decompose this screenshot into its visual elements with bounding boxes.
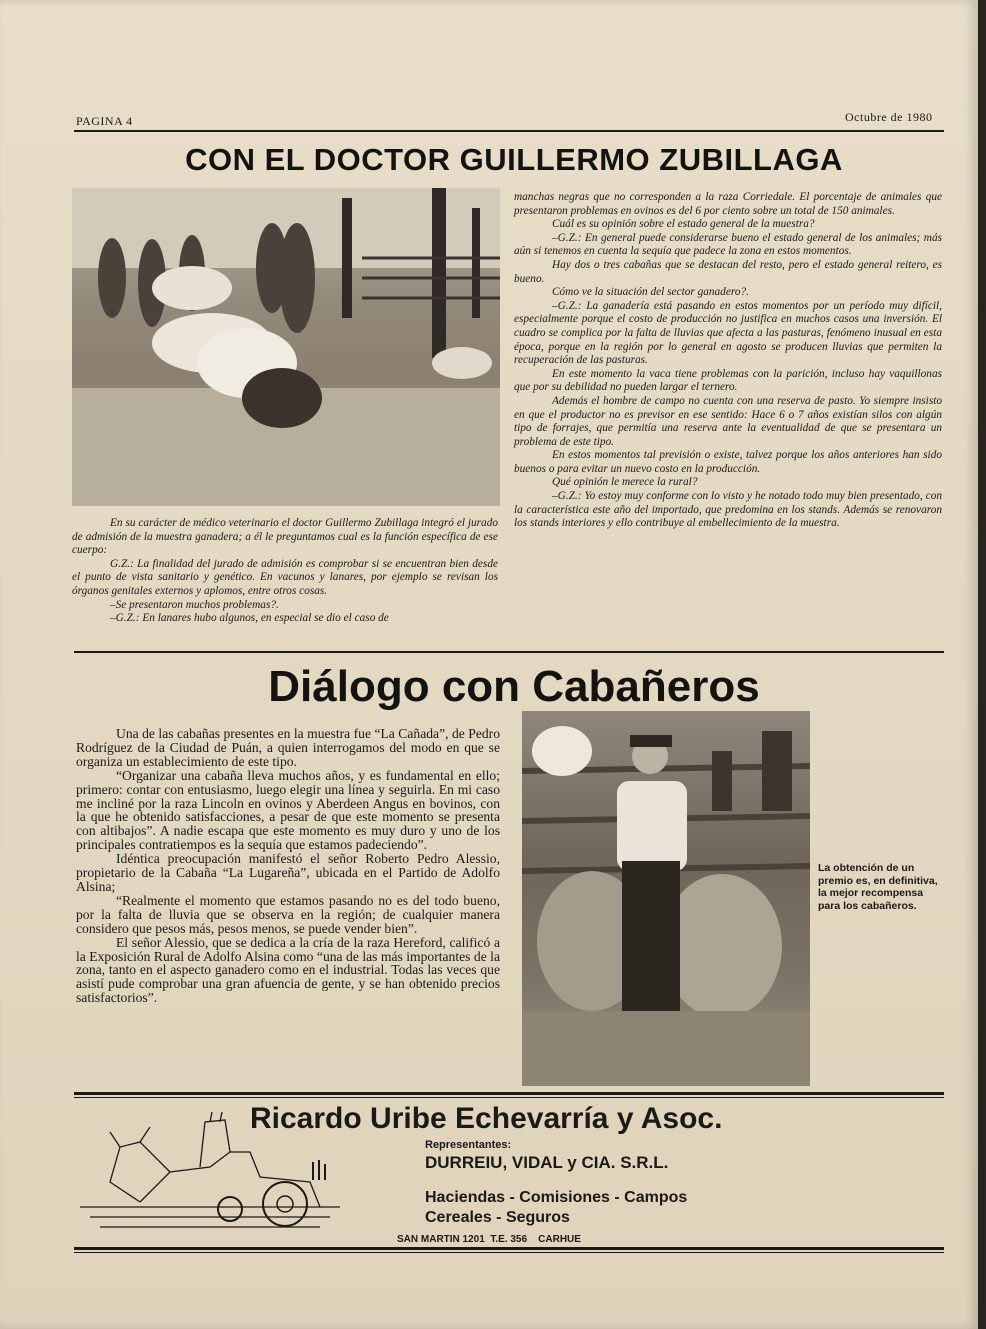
- article1-right-p7: En este momento la vaca tiene problemas con la parición, incluso hay vaquillonas que por su debilidad no pueden largar el ternero.: [514, 367, 942, 394]
- article2-p5: El señor Alessio, que se dedica a la cría de la raza Hereford, calificó a la Exposición Rural de Adolfo Alsina como “una de las más importantes de la zona, tanto en el aspecto ganadero como en el industrial. Todas las veces que asistí pude comprobar una gran afuencia de gente, y se han obtenido precios satisfactorios”.: [76, 934, 500, 1006]
- article2-title: Diálogo con Cabañeros: [268, 662, 760, 711]
- article1-left-p3: –Se presentaron muchos problemas?.: [110, 598, 279, 611]
- ad-company: DURREIU, VIDAL y CIA. S.R.L.: [425, 1153, 669, 1172]
- article1-right-p1: manchas negras que no corresponden a la raza Corriedale. El porcentaje de animales que presentaron problemas en ovinos es del 6 por ciento sobre un total de 150 animales.: [514, 191, 942, 217]
- page-label: PAGINA 4: [76, 114, 133, 128]
- article1-right-column: [514, 191, 942, 531]
- article1-right-p10: Qué opinión le merece la rural?: [552, 476, 698, 489]
- photo2-caption: La obtención de un premio es, en definitiva, la mejor recompensa para los cabañeros.: [818, 862, 938, 912]
- article1-left-p4: –G.Z.: En lanares hubo algunos, en especial se dio el caso de: [110, 612, 389, 625]
- ad-top-rule: [74, 1092, 944, 1095]
- veterinarian-sheep-photo: [72, 188, 500, 506]
- article1-left-p1: En su carácter de médico veterinario el doctor Guillermo Zubillaga integró el jurado de admisión de la muestra ganadera; a él le preguntamos cual es la función específica de ese cuerpo:: [72, 517, 498, 557]
- article1-right-p4: Hay dos o tres cabañas que se destacan del resto, pero el estado general reitero, es bueno.: [514, 258, 942, 285]
- header-rule: [74, 130, 944, 132]
- ad-top-rule-thin: [74, 1097, 944, 1098]
- ad-title: Ricardo Uribe Echevarría y Asoc.: [250, 1102, 723, 1135]
- article1-right-p9: En estos momentos tal previsión o existe, talvez porque los años anteriores han sido buenos o para evitar un nuevo costo en la producción.: [514, 449, 942, 475]
- article2-p2: “Organizar una cabaña lleva muchos años, y es fundamental en ello; primero: contar con entusiasmo, luego elegir una línea y seguirla. En mi caso me incliné por la raza Lincoln en ovinos y Aberdeen Angus en bovinos, con la que he obtenido satisfacciones, a pesar de que este momento se presenta con altibajos”. A nadie escapa que este momento es muy duro y uno de los principales contratiempos es la sequía que estamos padeciendo”.: [76, 767, 500, 853]
- ad-bottom-rule-thin: [74, 1252, 944, 1253]
- article1-right-p5: Cómo ve la situación del sector ganadero?.: [552, 286, 749, 299]
- photo2-illustration: [522, 711, 810, 1086]
- article2-p4: “Realmente el momento que estamos pasando no es del todo bueno, por la falta de lluvia que se observa en la región; de cualquier manera considero que pesos más, pesos menos, se puede vender bien”.: [76, 892, 500, 936]
- article2-p3: Idéntica preocupación manifestó el señor Roberto Pedro Alessio, propietario de la Cabaña “La Lugareña”, ubicada en el Partido de Adolfo Alsina;: [76, 851, 500, 894]
- article2-body: [76, 727, 500, 1005]
- article1-left-p2: G.Z.: La finalidad del jurado de admisión es comprobar si se encuentran bien desde el punto de vista sanitario y genético. En vacunos y lanares, por ejemplo se revisan los órganos genitales externos y aplomos, entre otros cosas.: [72, 557, 498, 597]
- breeder-with-sheep-photo: [522, 711, 810, 1086]
- ad-line2: Cereales - Seguros: [425, 1209, 570, 1226]
- article1-right-p3: –G.Z.: En general puede considerarse bueno el estado general de los animales; más aún si tenemos en cuenta la sequía que padece la zona en estos momentos.: [514, 231, 942, 258]
- article1-right-p2: Cuál es su opinión sobre el estado general de la muestra?: [552, 218, 815, 231]
- ad-bottom-rule: [74, 1247, 944, 1250]
- article1-title: CON EL DOCTOR GUILLERMO ZUBILLAGA: [185, 142, 843, 177]
- article1-right-p6: –G.Z.: La ganadería está pasando en estos momentos por un período muy difícil, especialmente porque el costo de producción no justifica en muchos casos una inversión. El cuadro se complica por la falta de lluvias que afecta a las pasturas, fenómeno inusual en esta época, porque en la región por lo general en agosto se producen lluvias que permiten la recuperación de las pasturas.: [514, 299, 942, 367]
- article1-right-p8: Además el hombre de campo no cuenta con una reserva de pasto. Yo siempre insisto en que el productor no es previsor en ese sentido: Hace 6 o 7 años existían silos con algún tipo de forrajes, que permitía una reserva ante la eventualidad de que se presentara un problema de este tipo.: [514, 394, 942, 448]
- ad-subtitle: Representantes:: [425, 1139, 512, 1151]
- article1-left-column: [72, 517, 498, 626]
- article2-p1: Una de las cabañas presentes en la muestra fue “La Cañada”, de Pedro Rodríguez de la Ciudad de Puán, a quien interrogamos del modo en que se organiza un establecimiento de este tipo.: [76, 726, 500, 769]
- photo1-illustration: [72, 188, 500, 506]
- page-date: Octubre de 1980: [845, 110, 933, 124]
- section-rule: [74, 651, 944, 653]
- ad-line1: Haciendas - Comisiones - Campos: [425, 1189, 688, 1206]
- ad-address: SAN MARTIN 1201 T.E. 356 CARHUE: [397, 1234, 581, 1245]
- article1-right-p11: –G.Z.: Yo estoy muy conforme con lo visto y he notado todo muy bien presentado, con la característica este año del importado, que predomina en los stands. Además se renovaron los stands interiores y ello contribuye al embellecimiento de la muestra.: [514, 490, 942, 530]
